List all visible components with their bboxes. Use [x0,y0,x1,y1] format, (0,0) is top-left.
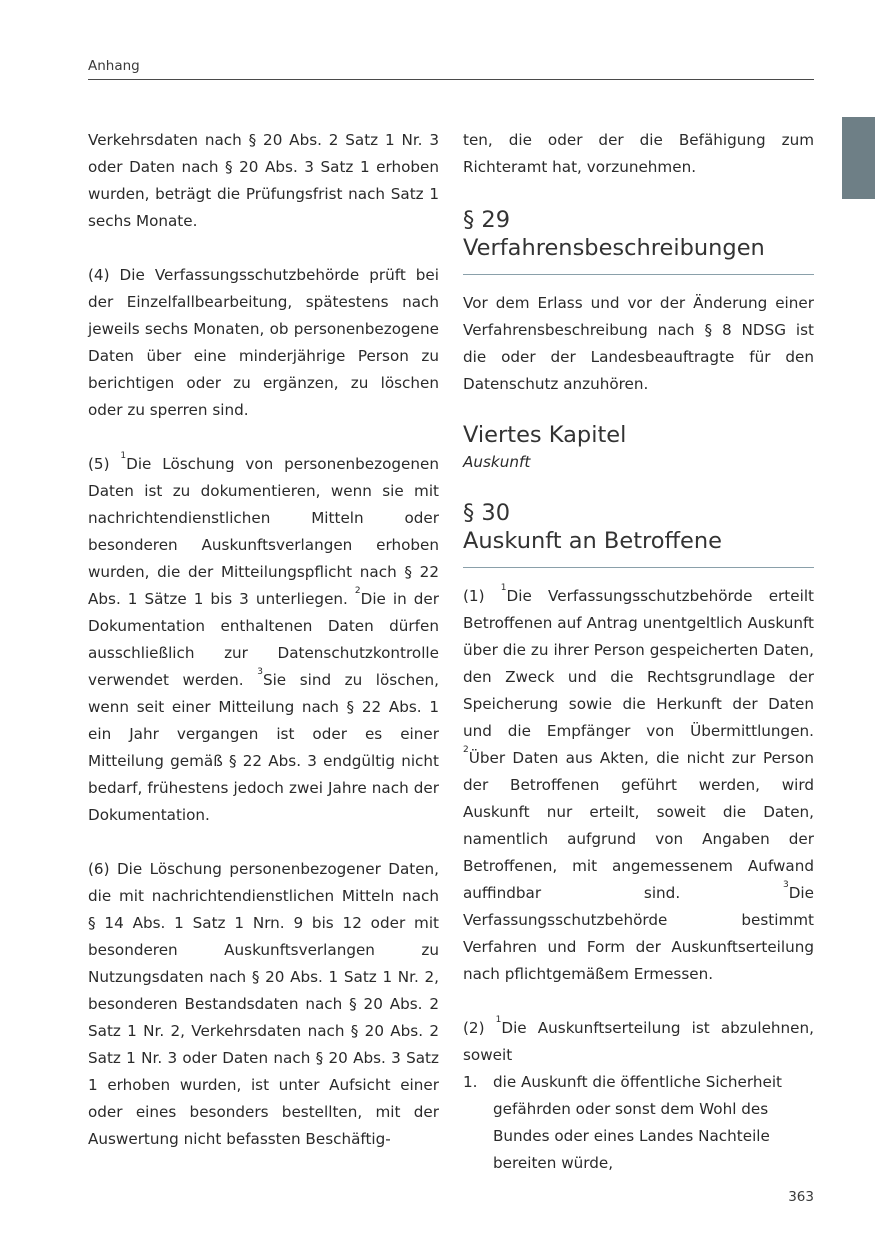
chapter-tab-marker [842,117,875,199]
list-item-number: 1. [463,1073,478,1091]
page-number: 363 [788,1189,814,1205]
section-30-paragraph-1: (1) $^1$Die Verfassungsschutzbehörde erteilt Betroffenen auf Antrag unentgeltlich Auskunft über die zu ihrer Person gespeicherten Daten, den Zweck und die Rechtsgrundlage der Speicherung sowie die Herkunft der Daten und die Empfänger von Übermittlungen. $^2$Über Daten aus Akten, die nicht zur Person der Betroffenen geführt werden, wird Auskunft nur erteilt, soweit die Daten, namentlich aufgrund von Angaben der Betroffenen, mit angemessenem Aufwand auffindbar sind. $^3$Die Verfassungsschutzbehörde bestimmt Verfahren und Form der Auskunftserteilung nach pflichtgemäßem Ermessen. [463,582,814,983]
section-29-rule [463,274,814,275]
section-30-number: § 30 [463,500,511,526]
section-30-paragraph-2: (2) $^1$Die Auskunftserteilung ist abzulehnen, soweit [463,1014,814,1064]
section-29-text: Vor dem Erlass und vor der Änderung einer Verfahrensbeschreibung nach § 8 NDSG ist die oder der Landesbeauftragte für den Datenschutz anzuhören. [463,294,814,393]
paragraph-5: (5) $^1$Die Löschung von personenbezogenen Daten ist zu dokumentieren, wenn sie mit nachrichtendienstlichen Mitteln oder besonderen Auskunftsverlangen erhoben wurden, die der Mitteilungspflicht nach § 22 Abs. 1 Sätze 1 bis 3 unterliegen. $^2$Die in der Dokumentation enthaltenen Daten dürfen ausschließlich zur Datenschutzkontrolle verwendet werden. $^3$Sie sind zu löschen, wenn seit einer Mitteilung nach § 22 Abs. 1 ein Jahr vergangen ist oder es einer Mitteilung gemäß § 22 Abs. 3 endgültig nicht bedarf, frühestens jedoch zwei Jahre nach der Dokumentation. [88,450,439,824]
paragraph-continuation-right: ten, die oder der die Befähigung zum Richteramt hat, vorzunehmen. [463,131,814,176]
chapter-subtitle: Auskunft [463,453,531,471]
paragraph-continuation: Verkehrsdaten nach § 20 Abs. 2 Satz 1 Nr. 3 oder Daten nach § 20 Abs. 3 Satz 1 erhoben wurden, beträgt die Prüfungsfrist nach Satz 1 sechs Monate. [88,131,439,230]
numbered-list [463,1069,814,1177]
header-rule [88,79,814,80]
paragraph-4: (4) Die Verfassungsschutzbehörde prüft bei der Einzelfallbearbeitung, spätestens nach jeweils sechs Monaten, ob personenbezogene Daten über eine minderjährige Person zu berichtigen oder zu ergänzen, zu löschen oder zu sperren sind. [88,266,439,419]
section-29-title: Verfahrensbeschreibungen [463,235,765,261]
section-30-rule [463,567,814,568]
right-column [463,127,814,1177]
section-29-number: § 29 [463,207,511,233]
section-30-title: Auskunft an Betroffene [463,528,723,554]
chapter-title: Viertes Kapitel [463,422,627,448]
paragraph-6: (6) Die Löschung personenbezogener Daten, die mit nachrichtendienstlichen Mitteln nach § 14 Abs. 1 Satz 1 Nrn. 9 bis 12 oder mit besonderen Auskunftsverlangen zu Nutzungsdaten nach § 20 Abs. 1 Satz 1 Nr. 2, besonderen Bestandsdaten nach § 20 Abs. 2 Satz 1 Nr. 2, Verkehrsdaten nach § 20 Abs. 2 Satz 1 Nr. 3 oder Daten nach § 20 Abs. 3 Satz 1 erhoben wurden, ist unter Aufsicht einer oder eines besonders bestellten, mit der Auswertung nicht befassten Beschäftig- [88,860,439,1148]
left-column [88,127,439,1153]
list-item-text: die Auskunft die öffentliche Sicherheit gefährden oder sonst dem Wohl des Bundes oder eines Landes Nachteile bereiten würde, [493,1073,782,1172]
chapter-heading [463,421,814,476]
list-item [463,1069,814,1177]
section-30-heading [463,499,814,555]
running-header: Anhang [88,58,140,74]
section-29-heading [463,206,814,262]
